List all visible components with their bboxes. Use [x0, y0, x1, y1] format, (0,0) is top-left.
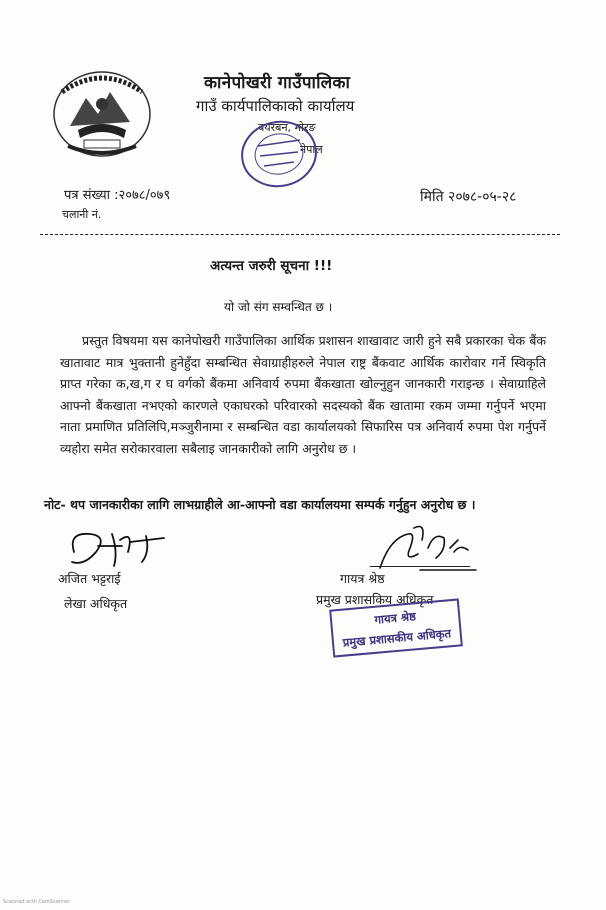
body-paragraph: प्रस्तुत विषयमा यस कानेपोखरी गाउँपालिका आर्थिक प्रशासन शाखावाट जारी हुने सबै प्रकारका चेक बैंक खातावाट मात्र भुक्तानी हुनेहुँदा सम्बन्धित सेवाग्राहीहरुले नेपाल राष्ट्र बैंकवाट आर्थिक कारोवार गर्ने स्विकृति प्राप्त गरेका क,ख,ग र घ वर्गको बैंकमा अनिवार्य रुपमा बैंकखाता खोल्नुहुन जानकारी गराइन्छ । सेवाग्राहिले आफ्नो बैंकखाता नभएको कारणले एकाघरको परिवारको सदस्यको बैंक खातामा रकम जम्मा गर्नुपर्ने भएमा नाता प्रमाणित प्रतिलिपि,मञ्जुरीनामा र सम्बन्धित वडा कार्यालयको सिफारिस पत्र अनिवार्य रुपमा पेश गर्नुपर्ने व्यहोरा समेत सरोकारवाला सबैलाइ जानकारीको लागि अनुरोध छ । — [60, 333, 546, 456]
notice-subject: यो जो संग सम्वन्धित छ । — [224, 300, 333, 314]
signature-line — [370, 566, 470, 567]
scanner-watermark: Scanned with CamScanner — [3, 899, 71, 905]
officer-stamp-title: प्रमुख प्रशासकीय अधिकृत — [342, 626, 452, 650]
officer-stamp — [329, 598, 463, 657]
right-signatory-name: गायत्र श्रेष्ठ — [340, 571, 385, 586]
reference-number: पत्र संख्या :२०७८/०७९ — [64, 188, 171, 203]
notice-heading: अत्यन्त जरुरी सूचना !!! — [210, 258, 333, 274]
left-signatory-title: लेखा अधिकृत — [64, 596, 128, 611]
dispatch-number: चलानी नं. — [62, 208, 102, 221]
notice-note: नोट- थप जानकारीका लागि लाभग्राहीले आ-आफ्नो वडा कार्यालयमा सम्पर्क गर्नुहुन अनुरोध छ । — [44, 497, 476, 512]
round-office-stamp — [238, 118, 320, 190]
letter-date: मिति २०७८-०५-२८ — [420, 189, 517, 205]
header-divider — [40, 234, 560, 235]
office-name: कानेपोखरी गाउँपालिका — [204, 73, 351, 93]
office-subtitle: गाउँ कार्यपालिकाको कार्यालय — [196, 97, 355, 115]
right-signature — [350, 518, 480, 578]
left-signatory-name: अजित भट्टराई — [58, 571, 121, 586]
office-address: बयरबन, मोरङ — [258, 121, 316, 134]
office-country: नेपाल — [300, 143, 323, 156]
right-signatory-title: प्रमुख प्रशासकिय अधिकृत — [316, 592, 434, 607]
officer-stamp-name: गायत्र श्रेष्ठ — [373, 609, 417, 627]
left-signature — [64, 522, 174, 574]
notice-body — [60, 330, 546, 460]
nepal-emblem-logo — [48, 64, 156, 160]
